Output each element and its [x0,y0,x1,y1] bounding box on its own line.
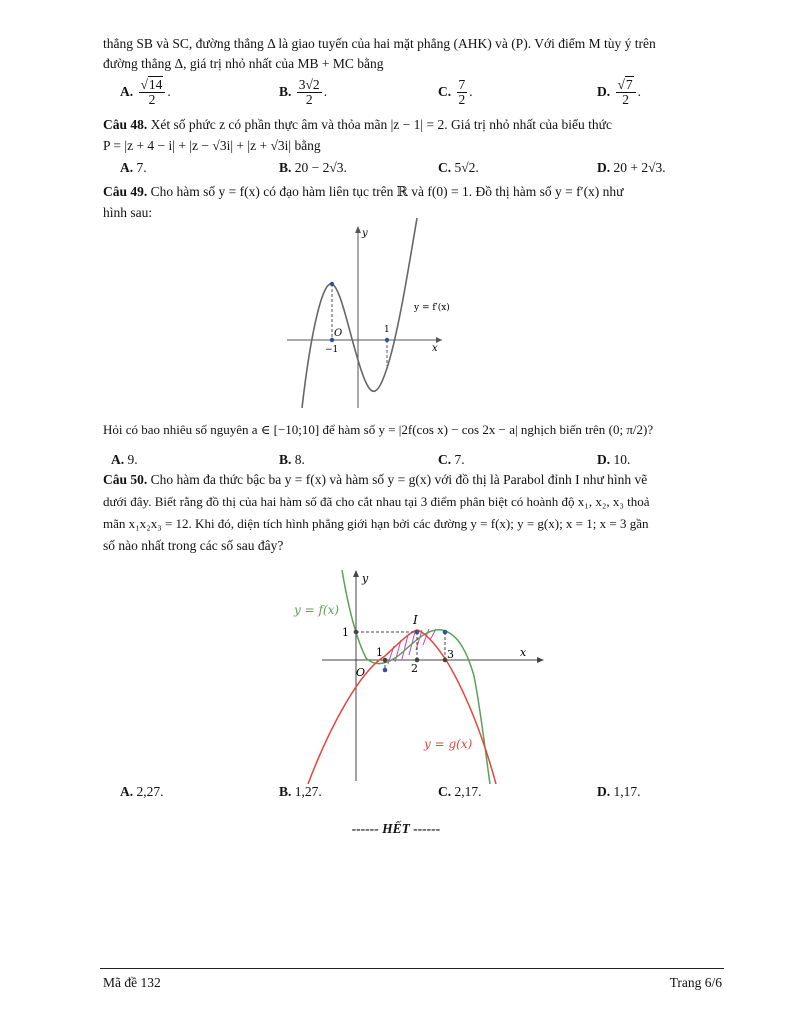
q49-curve [302,218,417,408]
q49-y-arrow-icon [355,226,361,233]
q49-tick-1: 1 [384,325,390,335]
end-marker: ------ HẾT ------ [351,821,441,836]
q50-point-y1 [354,630,359,635]
q50-option-c[interactable]: C. 2,17. [438,784,482,799]
q49-x-label: x [432,343,438,354]
q49-line2: hình sau: [103,205,153,220]
q50-point-vertex [415,630,420,635]
q50-vertex-label: I [413,613,418,627]
q48-line1: Câu 48. Xét số phức z có phần thực âm và thỏa mãn |z − 1| = 2. Giá trị nhỏ nhất của biểu thức [103,117,612,132]
q47-options [103,78,723,118]
q50-point-b [443,630,448,635]
q50-graph [290,566,550,784]
q49-tick-neg1: −1 [325,345,339,355]
q50-y-label: y [362,572,369,585]
q48-line2: P = |z + 4 − i| + |z − √3i| + |z + √3i| bằng [103,138,321,153]
q47-option-c[interactable]: C. $\frac{7}{2}$ . [438,77,473,108]
q50-line4: số nào nhất trong các số sau đây? [103,538,284,553]
q50-y-arrow-icon [353,570,359,577]
q50-option-d[interactable]: D. 1,17. [597,784,641,799]
footer-page-number: Trang 6/6 [669,975,722,990]
q49-y-label: y [362,228,368,239]
q50-point-x1 [383,658,388,663]
q50-g-label: y = g(x) [424,737,473,751]
q48-option-a[interactable]: A. 7. [120,160,147,175]
q50-tick-1y: 1 [342,626,349,639]
q50-x-arrow-icon [537,657,544,663]
footer-exam-code: Mã đề 132 [103,975,161,990]
q48-option-c[interactable]: C. 5√2. [438,160,479,175]
q49-point-max [330,282,334,286]
q47-option-b[interactable]: B. $\frac{3√2}{2}$ . [279,77,328,108]
q47-line2: đường thẳng Δ, giá trị nhỏ nhất của MB + MC bằng [103,56,384,71]
q48-option-d[interactable]: D. 20 + 2√3. [597,160,666,175]
q49-curve-label: y = f′(x) [414,303,450,313]
q47-line1: thẳng SB và SC, đường thẳng Δ là giao tuyến của hai mặt phẳng (AHK) và (P). Với điểm M tùy ý trên [103,36,656,51]
q50-tick-2: 2 [411,662,418,675]
q50-option-a[interactable]: A. 2,27. [120,784,164,799]
q47-option-a[interactable]: A. $\frac{√14}{2}$ . [120,77,171,108]
q50-origin-label: O [356,666,366,679]
q50-point-a [383,668,388,673]
q49-point-1 [385,338,389,342]
q49-option-b[interactable]: B. 8. [279,452,305,467]
footer-divider [100,968,724,969]
q50-x-label: x [520,646,527,659]
q50-tick-3: 3 [447,648,454,661]
q50-option-b[interactable]: B. 1,27. [279,784,322,799]
q49-origin-label: O [334,328,343,339]
q49-option-c[interactable]: C. 7. [438,452,465,467]
q50-line3: mãn x₁x₂x₃ = 12. Khi đó, diện tích hình phẳng giới hạn bởi các đường y = f(x); y = g(x); x = 1; x = 3 gần [103,516,649,531]
q49-question: Hỏi có bao nhiêu số nguyên a ∈ [−10;10] để hàm số y = |2f(cos x) − cos 2x − a| nghịch biến trên (0; π/2)? [103,422,654,437]
q48-option-b[interactable]: B. 20 − 2√3. [279,160,347,175]
q50-tick-1x: 1 [376,646,383,659]
q50-line2: dưới đây. Biết rằng đồ thị của hai hàm số đã cho cắt nhau tại 3 điểm phân biệt có hoành độ x₁, x₂, x₃ thoả [103,494,650,509]
q49-option-a[interactable]: A. 9. [111,452,138,467]
q50-line1: Câu 50. Cho hàm đa thức bậc ba y = f(x) và hàm số y = g(x) với đồ thị là Parabol đỉnh I như hình vẽ [103,472,648,487]
q47-option-d[interactable]: D. $\frac{√7}{2}$ . [597,77,642,108]
q49-line1: Câu 49. Cho hàm số y = f(x) có đạo hàm liên tục trên ℝ và f(0) = 1. Đồ thị hàm số y = f′(x) như [103,184,624,199]
q49-derivative-graph [282,218,452,413]
q50-f-label: y = f(x) [294,603,340,617]
q49-option-d[interactable]: D. 10. [597,452,631,467]
